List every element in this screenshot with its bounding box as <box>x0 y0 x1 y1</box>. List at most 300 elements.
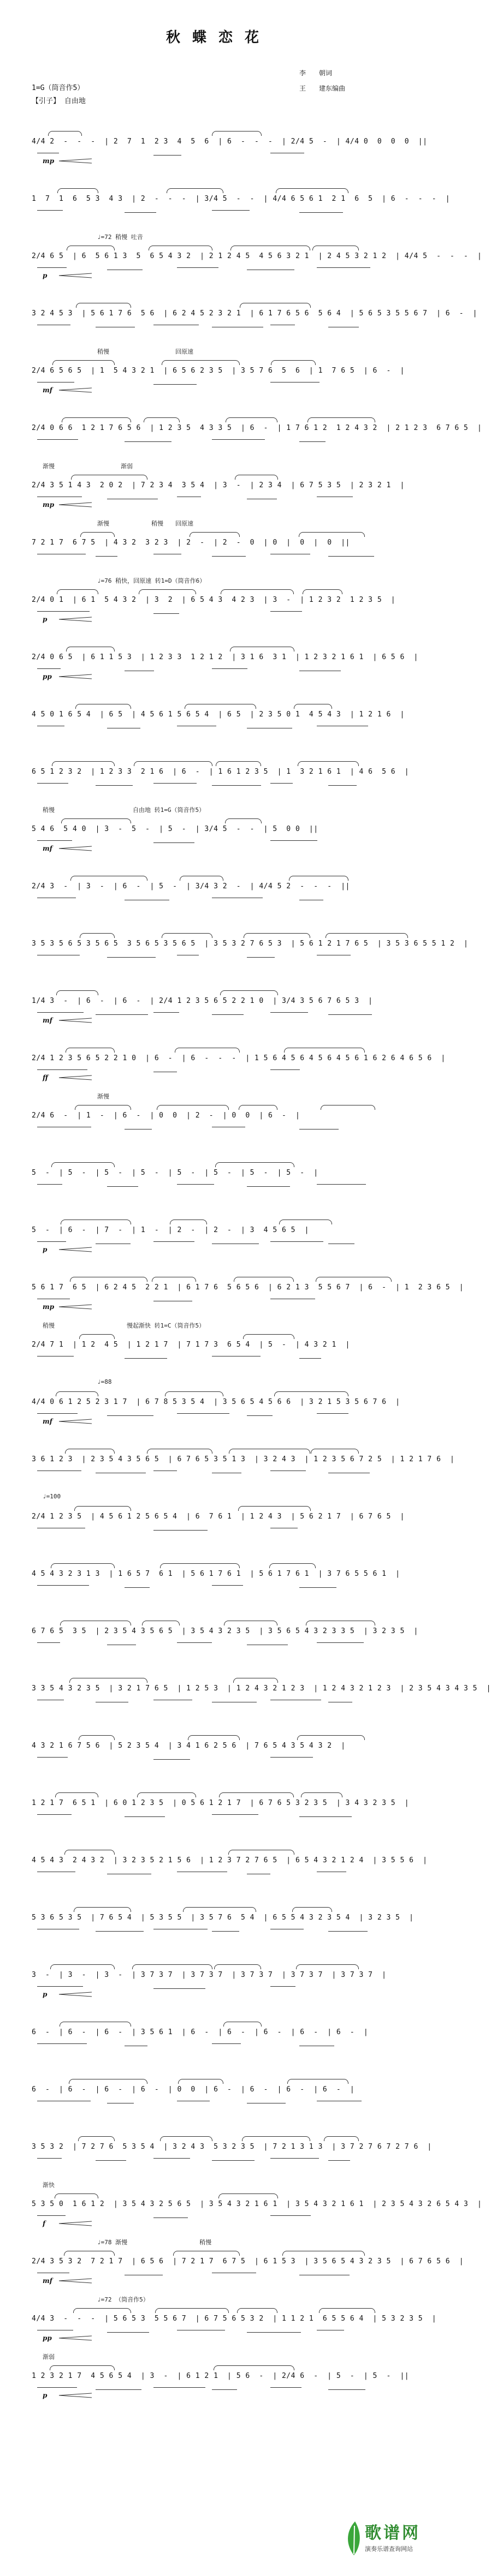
beam-underline <box>153 783 197 784</box>
jianpu-notes: 3 5 3 2 | 7 2 7 6 5 3 5 4 | 3 2 4 3 5 3 2 3 5 | 7 2 1 3 1 3 | 3 7 2 7 6 7 2 7 6 | <box>32 2143 432 2151</box>
score-line <box>32 859 409 917</box>
slur-mark <box>55 2194 98 2198</box>
slur-mark <box>274 1391 348 1396</box>
slur-mark <box>48 131 82 136</box>
slur-mark <box>229 1449 310 1454</box>
beam-underline <box>299 1816 352 1817</box>
jianpu-notes: 5 3 5 0 1 6 1 2 | 3 5 4 3 2 5 6 5 | 3 5 4 3 2 1 6 1 | 3 5 4 3 2 1 6 1 | 2 3 5 4 3 2 6 5 4 3 | <box>32 2200 482 2208</box>
score-line <box>32 630 418 688</box>
beam-underline <box>177 1184 214 1185</box>
jianpu-notes: 5 4 6 5 4 0 | 3 - 5 - | 5 - | 3/4 5 - - | 5 0 0 || <box>32 825 318 833</box>
slur-mark <box>225 818 262 823</box>
beam-underline <box>96 1014 148 1015</box>
score-line <box>32 1146 409 1203</box>
slur-mark <box>321 1105 375 1110</box>
beam-underline <box>212 2043 241 2044</box>
slur-mark <box>269 1563 316 1568</box>
jianpu-notes: 2/4 6 5 6 5 | 1 5 4 3 2 1 | 6 5 6 2 3 5 | 3 5 7 6 5 6 | 1 7 6 5 | 6 - | <box>32 367 405 375</box>
score-line <box>32 115 428 172</box>
line-annotation: 渐慢 渐弱 <box>43 463 133 470</box>
line-annotation: 稍慢 自由地 转1=G（筒音作5） <box>43 806 205 814</box>
beam-underline <box>212 668 247 669</box>
slur-mark <box>79 1735 115 1740</box>
beam-underline <box>299 212 343 213</box>
slur-mark <box>152 1277 196 1282</box>
jianpu-notes: 2/4 6 5 | 6 5 6 1 3 5 6 5 4 3 2 | 2 1 2 4 5 4 5 6 3 2 1 | 2 4 5 3 2 1 2 | 4/4 5 - - - | <box>32 252 482 260</box>
score-line <box>32 2234 464 2292</box>
line-annotation: ♩=78 渐慢 稍慢 <box>97 2239 212 2246</box>
slur-mark <box>78 2136 115 2141</box>
slur-mark <box>220 990 278 995</box>
beam-underline <box>270 2215 311 2216</box>
slur-mark <box>298 761 359 766</box>
score-line <box>32 229 482 286</box>
slur-mark <box>173 2251 240 2256</box>
slur-mark <box>170 1220 207 1224</box>
slur-mark <box>188 1735 240 1740</box>
score-line <box>32 1604 418 1661</box>
score-line <box>32 1203 409 1260</box>
slur-mark <box>276 188 348 193</box>
beam-underline <box>153 1012 179 1013</box>
slur-mark <box>55 1792 98 1797</box>
score-line <box>32 745 409 802</box>
jianpu-notes: 6 5 1 2 3 2 | 1 2 3 3 2 1 6 | 6 - | 1 6 1 2 3 5 | 1 3 2 1 6 1 | 4 6 5 6 | <box>32 768 410 776</box>
beam-underline <box>153 1759 190 1760</box>
dynamic-mark: f <box>43 2220 46 2227</box>
dynamic-mark: pp <box>43 673 52 680</box>
jianpu-notes: 1 2 1 7 6 5 1 | 6 0 1 2 3 5 | 0 5 6 1 2 1 7 | 6 7 6 5 3 2 3 5 | 3 4 3 2 3 5 | <box>32 1799 410 1807</box>
slur-mark <box>80 532 115 537</box>
beam-underline <box>37 2043 87 2044</box>
hairpin-icon <box>59 1419 92 1424</box>
beam-underline <box>37 1012 84 1013</box>
line-annotation: 稍慢 回原速 <box>97 348 193 355</box>
score-header-left <box>32 82 86 108</box>
beam-underline <box>299 1587 336 1588</box>
beam-underline <box>212 2160 255 2161</box>
slur-mark <box>183 1907 256 1912</box>
hairpin-icon <box>59 1247 92 1252</box>
arranger-credit: 王 建东编曲 <box>299 85 346 92</box>
slur-mark <box>75 704 131 709</box>
slur-mark <box>134 761 212 766</box>
key-signature: 1=G（筒音作5） <box>32 84 85 92</box>
hairpin-icon <box>59 2393 92 2398</box>
beam-underline <box>153 2158 190 2159</box>
slur-mark <box>282 2251 365 2256</box>
slur-mark <box>230 647 294 652</box>
leaf-logo-icon <box>343 2518 365 2557</box>
jianpu-notes: 4/4 3 - - - | 5 6 5 3 5 5 6 7 | 6 7 5 6 5 3 2 | 1 1 2 1 6 5 5 6 4 | 5 3 2 3 5 | <box>32 2315 437 2323</box>
slur-mark <box>70 876 147 881</box>
beam-underline <box>37 267 67 268</box>
slur-mark <box>52 761 115 766</box>
score-line <box>32 917 469 974</box>
score-line <box>32 2177 482 2234</box>
beam-underline <box>212 1931 239 1932</box>
slur-mark <box>62 417 131 422</box>
slur-mark <box>51 1162 115 1167</box>
jianpu-notes: 5 - | 6 - | 7 - | 1 - | 2 - | 2 - | 3 4 5 6 5 | <box>32 1226 309 1234</box>
hairpin-icon <box>59 1018 92 1023</box>
beam-underline <box>212 556 246 557</box>
slur-mark <box>292 1907 332 1912</box>
slur-mark <box>64 1850 115 1855</box>
jianpu-notes: 5 - | 5 - | 5 - | 5 - | 5 - | 5 - | 5 - | 5 - | <box>32 1169 318 1177</box>
jianpu-notes: 4 5 0 1 6 5 4 | 6 5 | 4 5 6 1 5 6 5 4 | 6 5 | 2 3 5 0 1 4 5 4 3 | 1 2 1 6 | <box>32 710 405 719</box>
line-annotation: 渐快 <box>43 2181 55 2189</box>
hairpin-icon <box>59 273 92 278</box>
jianpu-notes: 2/4 0 6 5 | 6 1 1 5 3 | 1 2 3 3 1 2 1 2 | 3 1 6 3 1 | 1 2 3 2 1 6 1 | 6 5 6 | <box>32 653 418 661</box>
slur-mark <box>65 1449 115 1454</box>
slur-mark <box>162 360 240 365</box>
beam-underline <box>37 1184 62 1185</box>
beam-underline <box>153 613 179 614</box>
beam-underline <box>212 1014 244 1015</box>
slur-mark <box>279 1220 332 1224</box>
beam-underline <box>328 1014 372 1015</box>
slur-mark <box>212 131 262 136</box>
score-line <box>32 1833 428 1891</box>
slur-mark <box>160 1563 240 1568</box>
slur-mark <box>60 1621 131 1625</box>
slur-mark <box>316 1277 392 1282</box>
beam-underline <box>328 785 357 786</box>
slur-mark <box>311 1449 359 1454</box>
slur-mark <box>175 1048 240 1053</box>
jianpu-notes: 1 2 3 2 1 7 4 5 6 5 4 | 3 - | 6 1 2 1 | 5 6 - | 2/4 6 - | 5 - | 5 - || <box>32 2372 410 2380</box>
score-line <box>32 1776 409 1833</box>
beam-underline <box>317 1642 364 1643</box>
beam-underline <box>37 668 61 669</box>
hairpin-icon <box>59 1992 92 1997</box>
hairpin-icon <box>59 2278 92 2284</box>
beam-underline <box>107 1186 138 1187</box>
beam-underline <box>247 1415 273 1416</box>
jianpu-notes: 3 - | 3 - | 3 - | 3 7 3 7 | 3 7 3 7 | 3 7 3 7 | 3 7 3 7 | 3 7 3 7 | <box>32 1971 387 1979</box>
slur-mark <box>64 2251 115 2256</box>
jianpu-notes: 2/4 3 5 1 4 3 2 0 2 | 7 2 3 4 3 5 4 | 3 - | 2 3 4 | 6 7 5 3 5 | 2 3 2 1 | <box>32 481 405 489</box>
dynamic-mark: p <box>43 272 48 279</box>
beam-underline <box>37 1585 89 1586</box>
beam-underline <box>153 1530 208 1531</box>
beam-underline <box>212 210 250 211</box>
jianpu-notes: 2/4 3 5 3 2 7 2 1 7 | 6 5 6 | 7 2 1 7 6 7 5 | 6 1 5 3 | 3 5 6 5 4 3 2 3 5 | 6 7 6 5 6 | <box>32 2257 464 2266</box>
dynamic-mark: mp <box>43 1303 55 1311</box>
slur-mark <box>69 1678 147 1683</box>
jianpu-notes: 2/4 0 6 6 1 2 1 7 6 5 6 | 1 2 3 5 4 3 3 5 | 6 - | 1 7 6 1 2 1 2 4 3 2 | 2 1 2 3 6 7 6 5 | <box>32 424 482 432</box>
score-line <box>32 688 409 745</box>
beam-underline <box>270 1986 295 1987</box>
hairpin-icon <box>59 1075 92 1080</box>
slur-mark <box>294 704 332 709</box>
jianpu-notes: 2/4 0 1 | 6 1 5 4 3 2 | 3 2 | 6 5 4 3 4 2 3 | 3 - | 1 2 3 2 1 2 3 5 | <box>32 596 396 604</box>
jianpu-notes: 4 5 4 3 2 4 3 2 | 3 2 3 5 2 1 5 6 | 1 2 3 7 2 7 6 5 | 6 5 4 3 2 1 2 4 | 3 5 5 6 | <box>32 1856 428 1864</box>
slur-mark <box>190 532 240 537</box>
beam-underline <box>270 1757 313 1758</box>
slur-mark <box>69 2079 147 2084</box>
slur-mark <box>319 2308 375 2313</box>
jianpu-notes: 2/4 3 - | 3 - | 6 - | 5 - | 3/4 3 2 - | 4/4 5 2 - - - || <box>32 882 350 890</box>
slur-mark <box>240 303 311 308</box>
dynamic-mark: p <box>43 615 48 623</box>
slur-mark <box>144 417 180 422</box>
dynamic-mark: p <box>43 2392 48 2399</box>
jianpu-notes: 2/4 1 2 3 5 | 4 5 6 1 2 5 6 5 4 | 6 7 6 1 | 1 2 4 3 | 5 6 2 1 7 | 6 7 6 5 | <box>32 1513 405 1521</box>
slur-mark <box>185 704 256 709</box>
beam-underline <box>37 1642 60 1643</box>
beam-underline <box>317 267 370 268</box>
slur-mark <box>147 1449 212 1454</box>
beam-underline <box>177 1413 229 1414</box>
score-line <box>32 344 409 401</box>
beam-underline <box>125 1358 167 1359</box>
slur-mark <box>67 246 115 250</box>
slur-mark <box>61 1220 131 1224</box>
jianpu-notes: 1 7 1 6 5 3 4 3 | 2 - - - | 3/4 5 - - | 4/4 6 5 6 1 2 1 6 5 | 6 - - - | <box>32 195 451 203</box>
beam-underline <box>107 957 156 958</box>
jianpu-notes: 6 - | 6 - | 6 - | 6 - | 0 0 | 6 - | 6 - | 6 - | 6 - | <box>32 2085 355 2094</box>
beam-underline <box>212 2389 237 2390</box>
jianpu-notes: 2/4 6 - | 1 - | 6 - | 0 0 | 2 - | 0 0 | 6 - | <box>32 1111 300 1120</box>
beam-underline <box>107 1415 153 1416</box>
slur-mark <box>230 246 310 250</box>
beam-underline <box>37 1814 72 1815</box>
slur-mark <box>157 1105 229 1110</box>
beam-underline <box>247 2332 301 2333</box>
slur-mark <box>73 2308 131 2313</box>
beam-underline <box>153 1988 205 1989</box>
score-line <box>32 1375 409 1432</box>
score-line <box>32 2005 409 2063</box>
hairpin-icon <box>59 387 92 393</box>
dynamic-mark: mp <box>43 501 55 509</box>
score-line <box>32 2120 432 2177</box>
beam-underline <box>270 2387 301 2388</box>
slur-mark <box>132 1964 212 1969</box>
slur-mark <box>287 2079 348 2084</box>
slur-mark <box>57 188 98 193</box>
slur-mark <box>242 2136 310 2141</box>
slur-mark <box>296 1964 359 1969</box>
slur-mark <box>142 1621 180 1625</box>
jianpu-notes: 2/4 1 2 3 5 6 5 2 2 1 0 | 6 - | 6 - - - | 1 5 6 4 5 6 4 5 6 4 5 6 1 6 2 6 4 6 5 6 | <box>32 1054 446 1062</box>
jianpu-notes: 4/4 2 - - - | 2 7 1 2 3 4 5 6 | 6 - - - | 2/4 5 - | 4/4 0 0 0 0 || <box>32 138 428 146</box>
score-line <box>32 802 409 859</box>
dynamic-mark: p <box>43 1991 48 1998</box>
beam-underline <box>153 155 181 156</box>
jianpu-notes: 3 5 3 5 6 5 3 5 6 5 3 5 6 5 3 5 6 5 | 3 5 3 2 7 6 5 3 | 5 6 1 2 1 7 6 5 | 3 5 3 6 5 5 1 2 | <box>32 940 469 948</box>
score-line <box>32 2063 409 2120</box>
beam-underline <box>96 556 117 557</box>
beam-underline <box>96 1931 144 1932</box>
beam-underline <box>177 1642 212 1643</box>
beam-underline <box>212 1814 258 1815</box>
score-header-right <box>299 65 345 96</box>
slur-mark <box>219 1792 294 1797</box>
slur-mark <box>178 2079 223 2084</box>
score-line <box>32 1948 409 2005</box>
score-line <box>32 1891 414 1948</box>
slur-mark <box>271 360 316 365</box>
hairpin-icon <box>59 674 92 679</box>
beam-underline <box>96 785 133 786</box>
jianpu-notes: 3 2 4 5 3 | 5 6 1 7 6 5 6 | 6 2 4 5 2 3 2 1 | 6 1 7 6 5 6 5 6 4 | 5 6 5 3 5 5 6 7 | 6 - | <box>32 309 478 318</box>
beam-underline <box>328 1931 368 1932</box>
beam-underline <box>247 1186 290 1187</box>
dynamic-mark: mf <box>43 845 52 852</box>
watermark-site: 演奏乐谱查询网站 <box>365 2545 413 2553</box>
beam-underline <box>212 785 261 786</box>
slur-mark <box>79 1334 115 1339</box>
slur-mark <box>71 475 147 480</box>
beam-underline <box>153 1241 194 1242</box>
slur-mark <box>162 933 212 938</box>
hairpin-icon <box>59 1304 92 1310</box>
jianpu-notes: 2/4 7 1 | 1 2 4 5 | 1 2 1 7 | 7 1 7 3 6 5 4 | 5 - | 4 3 2 1 | <box>32 1341 350 1349</box>
score-line <box>32 1547 409 1604</box>
beam-underline <box>37 840 72 841</box>
jianpu-notes: 6 7 6 5 3 5 | 2 3 5 4 3 5 6 5 | 3 5 4 3 2 3 5 | 3 5 6 5 4 3 2 3 3 5 | 3 2 3 5 | <box>32 1627 418 1635</box>
score-line <box>32 1661 491 1719</box>
lyricist-credit: 李 朝词 <box>299 69 333 77</box>
slur-mark <box>50 1964 115 1969</box>
dynamic-mark: mf <box>43 1017 52 1024</box>
slur-mark <box>74 1907 131 1912</box>
score-line <box>32 1260 464 1318</box>
jianpu-notes: 1/4 3 - | 6 - | 6 - | 2/4 1 2 3 5 6 5 2 2 1 0 | 3/4 3 5 6 7 6 5 3 | <box>32 997 373 1005</box>
score-line <box>32 1089 409 1146</box>
beam-underline <box>153 2387 205 2388</box>
slur-mark <box>149 246 212 250</box>
slur-mark <box>226 417 277 422</box>
beam-underline <box>270 611 302 612</box>
slur-mark <box>307 417 375 422</box>
slur-mark <box>75 1105 131 1110</box>
line-annotation: ♩=72 稍慢 吐音 <box>97 234 143 241</box>
slur-mark <box>243 1334 294 1339</box>
slur-mark <box>299 532 365 537</box>
slur-mark <box>306 1621 375 1625</box>
line-annotation: ♩=100 <box>43 1493 61 1500</box>
dynamic-mark: mf <box>43 2277 52 2285</box>
line-annotation: 渐慢 稍慢 回原速 <box>97 520 193 527</box>
slur-mark <box>234 1277 294 1282</box>
slur-mark <box>56 990 98 995</box>
beam-underline <box>153 842 194 843</box>
score-line <box>32 172 451 229</box>
slur-mark <box>239 1105 277 1110</box>
beam-underline <box>125 1587 150 1588</box>
slur-mark <box>60 2022 131 2027</box>
slur-mark <box>180 876 223 881</box>
beam-underline <box>299 1358 321 1359</box>
hairpin-icon <box>59 502 92 507</box>
slur-mark <box>214 1964 261 1969</box>
beam-underline <box>299 441 326 442</box>
score-line <box>32 1719 409 1776</box>
slur-mark <box>51 1563 115 1568</box>
line-annotation: 渐弱 <box>43 2353 55 2360</box>
beam-underline <box>270 1241 323 1242</box>
score-line <box>32 1490 409 1547</box>
slur-mark <box>50 2365 115 2370</box>
slur-mark <box>289 876 348 881</box>
slur-mark <box>76 303 131 308</box>
dynamic-mark: mp <box>43 157 55 165</box>
slur-mark <box>216 761 261 766</box>
beam-underline <box>328 2389 365 2390</box>
jianpu-notes: 3 6 1 2 3 | 2 3 5 4 3 5 6 5 | 6 7 6 5 3 5 1 3 | 3 2 4 3 | 1 2 3 5 6 7 2 5 | 1 2 1 7 6 | <box>32 1455 455 1463</box>
beam-underline <box>37 2158 62 2159</box>
beam-underline <box>37 1069 87 1070</box>
beam-underline <box>125 1816 165 1817</box>
slur-mark <box>61 818 131 823</box>
page-title: 秋蝶恋花 <box>165 29 271 46</box>
jianpu-notes: 5 6 1 7 6 5 | 6 2 4 5 2 2 1 | 6 1 7 6 5 6 5 6 | 6 2 1 3 5 5 6 7 | 6 - | 1 2 3 6 5 | <box>32 1283 464 1292</box>
score-line <box>32 2292 437 2349</box>
jianpu-notes: 3 3 5 4 3 2 3 5 | 3 2 1 7 6 5 | 1 2 5 3 | 1 2 4 3 2 1 2 3 | 1 2 4 3 2 1 2 3 | 2 3 5 4 3 4 3 5 | <box>32 1684 491 1693</box>
jianpu-notes: 4/4 0 6 1 2 5 2 3 1 7 | 6 7 8 5 3 5 4 | 3 5 6 5 4 5 6 6 | 3 2 1 5 3 5 6 7 6 | <box>32 1398 400 1406</box>
jianpu-notes: 4 3 2 1 6 7 5 6 | 5 2 3 5 4 | 3 4 1 6 2 5 6 | 7 6 5 4 3 5 4 3 2 | <box>32 1742 346 1750</box>
intro-tempo: 【引子】 自由地 <box>32 97 86 105</box>
slur-mark <box>244 933 310 938</box>
beam-underline <box>153 384 197 385</box>
slur-mark <box>228 1850 294 1855</box>
slur-mark <box>155 2308 229 2313</box>
beam-underline <box>270 2158 319 2159</box>
score-body <box>32 115 491 2406</box>
score-line <box>32 1031 446 1089</box>
dynamic-mark: mf <box>43 1418 52 1425</box>
beam-underline <box>37 611 90 612</box>
beam-underline <box>125 212 156 213</box>
site-watermark <box>343 2518 425 2562</box>
beam-underline <box>37 1241 66 1242</box>
slur-mark <box>324 2136 359 2141</box>
beam-underline <box>270 840 317 841</box>
slur-mark <box>57 589 98 594</box>
line-annotation: ♩=72 （筒音作5） <box>97 2296 149 2303</box>
line-annotation: ♩=88 <box>97 1378 112 1385</box>
beam-underline <box>96 2389 141 2390</box>
slur-mark <box>235 475 278 480</box>
slur-mark <box>237 2308 277 2313</box>
slur-mark <box>66 1048 115 1053</box>
beam-underline <box>328 2160 350 2161</box>
jianpu-notes: 7 2 1 7 6 7 5 | 4 3 2 3 2 3 | 2 - | 2 - 0 | 0 | 0 | 0 || <box>32 539 350 547</box>
jianpu-notes: 6 - | 6 - | 6 - | 3 5 6 1 | 6 - | 6 - | 6 - | 6 - | 6 - | <box>32 2028 369 2036</box>
beam-underline <box>317 1413 348 1414</box>
slur-mark <box>52 360 115 365</box>
beam-underline <box>270 1012 308 1013</box>
slur-mark <box>214 2365 294 2370</box>
beam-underline <box>37 1757 68 1758</box>
beam-underline <box>317 1184 366 1185</box>
dynamic-mark: pp <box>43 2334 52 2342</box>
line-annotation: 渐慢 <box>97 1093 109 1100</box>
beam-underline <box>37 439 78 440</box>
hairpin-icon <box>59 617 92 622</box>
jianpu-notes: 4 5 4 3 2 3 1 3 | 1 6 5 7 6 1 | 5 6 1 7 6 1 | 5 6 1 7 6 1 | 3 7 6 5 5 6 1 | <box>32 1570 400 1578</box>
jianpu-notes: 5 3 6 5 3 5 | 7 6 5 4 | 5 3 5 5 | 3 5 7 6 5 4 | 6 5 5 4 3 2 3 5 4 | 3 2 3 5 | <box>32 1914 414 1922</box>
slur-mark <box>137 1792 196 1797</box>
dynamic-mark: p <box>43 1246 48 1253</box>
beam-underline <box>37 210 63 211</box>
beam-underline <box>107 2332 149 2333</box>
beam-underline <box>270 783 293 784</box>
